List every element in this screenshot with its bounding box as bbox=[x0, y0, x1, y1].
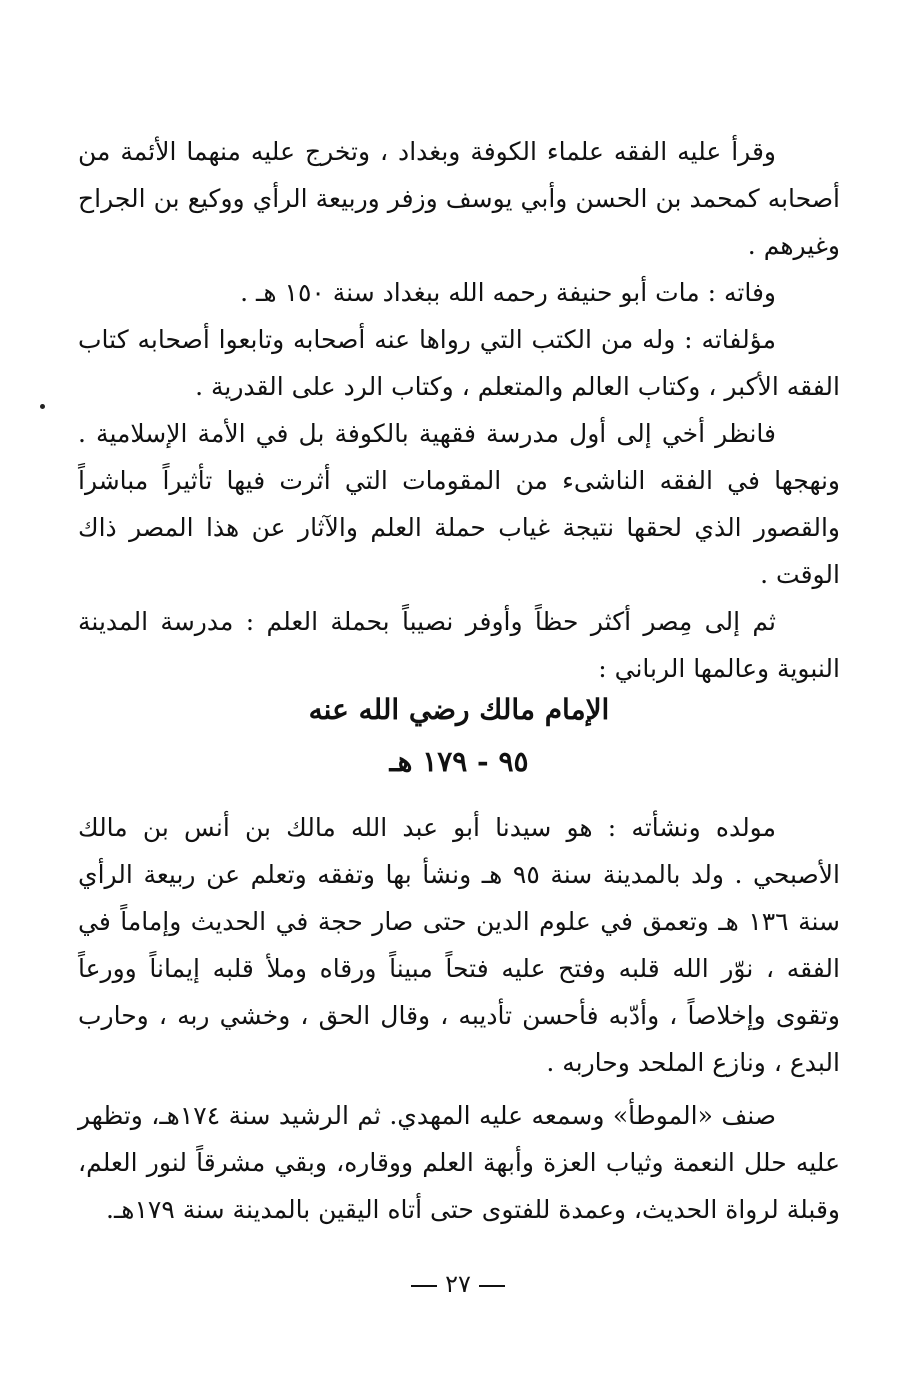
section-dates: ٩٥ - ١٧٩ هـ bbox=[389, 745, 529, 778]
dash-right bbox=[479, 1285, 505, 1287]
page-number-text: ٢٧ bbox=[445, 1270, 471, 1298]
page-number bbox=[0, 1264, 916, 1304]
paragraph-transition: ثم إلى مِصر أكثر حظاً وأوفر نصيباً بحملة العلم : مدرسة المدينة النبوية وعالمها الرباني : bbox=[78, 607, 840, 683]
paragraph-death: وفاته : مات أبو حنيفة رحمه الله ببغداد سنة ١٥٠ هـ . bbox=[240, 278, 776, 307]
body-text-top bbox=[78, 128, 840, 692]
paragraph-works: مؤلفاته : وله من الكتب التي رواها عنه أصحابه وتابعوا أصحابه كتاب الفقه الأكبر ، وكتاب العالم والمتعلم ، وكتاب الرد على القدرية . bbox=[78, 325, 840, 401]
paragraph-students: وقرأ عليه الفقه علماء الكوفة وبغداد ، وتخرج عليه منهما الأئمة من أصحابه كمحمد بن الحسن وأبي يوسف وزفر وربيعة الرأي ووكيع بن الجراح وغيرهم . bbox=[78, 137, 840, 260]
paragraph-reflection: فانظر أخي إلى أول مدرسة فقهية بالكوفة بل في الأمة الإسلامية . ونهجها في الفقه الناشىء من المقومات التي أثرت فيها تأثيراً مباشراً والقصور الذي لحقها نتيجة غياب حملة العلم والآثار عن هذا المصر ذاك الوقت . bbox=[78, 419, 840, 589]
section-title: الإمام مالك رضي الله عنه bbox=[308, 693, 610, 726]
paragraph-birth: مولده ونشأته : هو سيدنا أبو عبد الله مالك بن أنس بن مالك الأصبحي . ولد بالمدينة سنة ٩٥ هـ ونشأ بها وتفقه وتعلم عن ربيعة الرأي سنة ١٣٦ هـ وتعمق في علوم الدين حتى صار حجة في الحديث وإماماً في الفقه ، نوّر الله قلبه وفتح عليه فتحاً مبيناً ورقاه وملأ قلبه إيماناً وورعاً وتقوى وإخلاصاً ، وأدّبه فأحسن تأديبه ، وقال الحق ، وخشي ربه ، وحارب البدع ، ونازع الملحد وحاربه . bbox=[78, 813, 840, 1077]
margin-mark bbox=[40, 404, 45, 409]
body-text-bottom bbox=[78, 804, 840, 1233]
paragraph-muwatta: صنف «الموطأ» وسمعه عليه المهدي. ثم الرشيد سنة ١٧٤هـ، وتظهر عليه حلل النعمة وثياب العزة وأبهة العلم ووقاره، وبقي مشرقاً لنور العلم، وقبلة لرواة الحديث، وعمدة للفتوى حتى أتاه اليقين بالمدينة سنة ١٧٩هـ. bbox=[78, 1101, 840, 1224]
dash-left bbox=[411, 1285, 437, 1287]
